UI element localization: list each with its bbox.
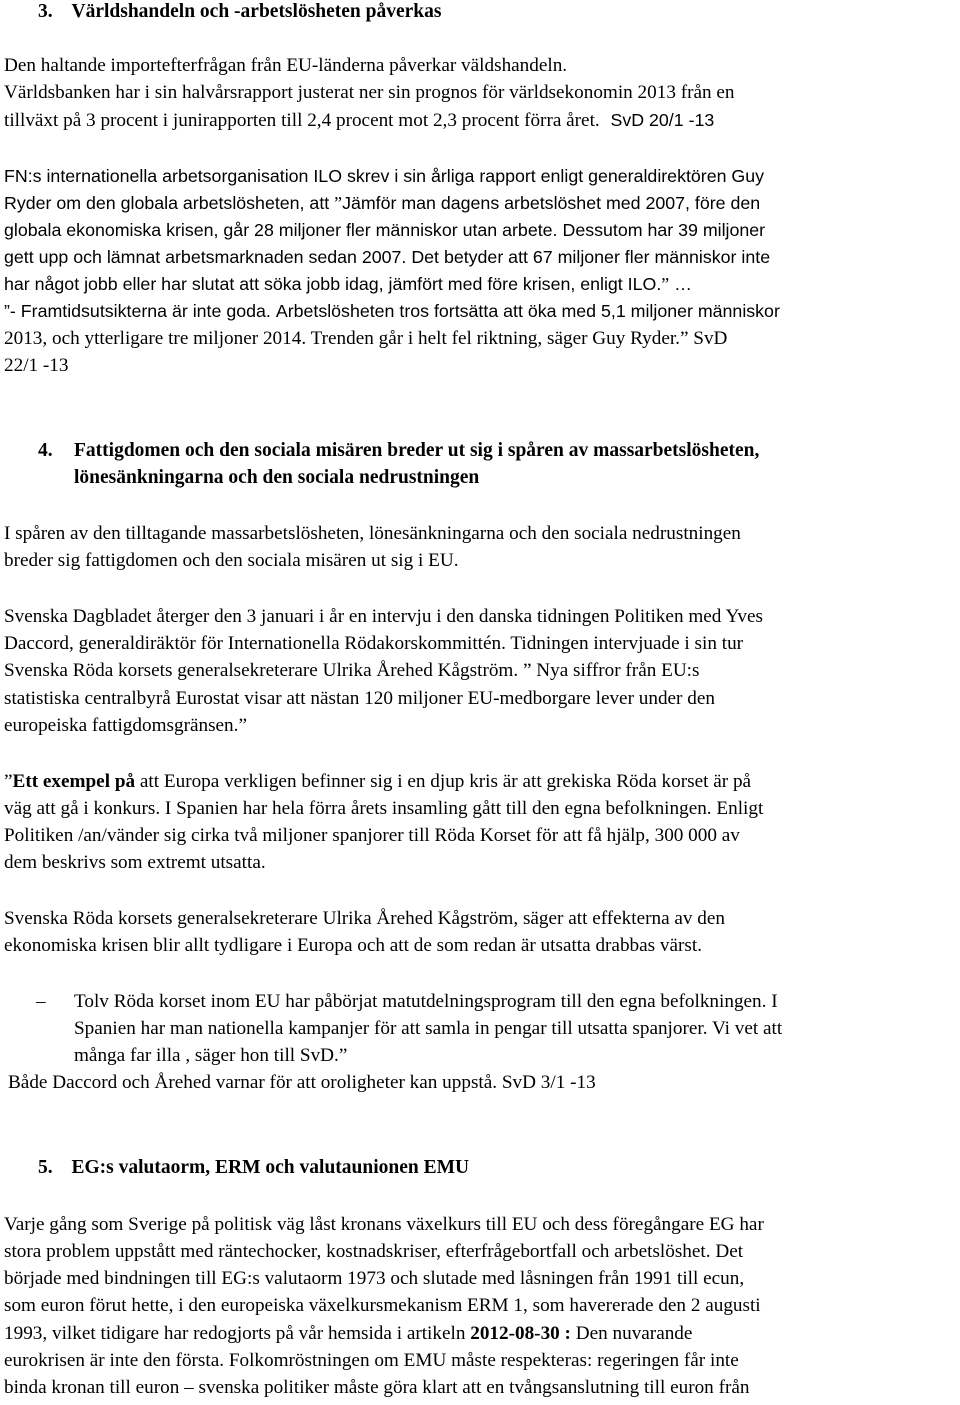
bullet-line: Spanien har man nationella kampanjer för att samla in pengar till utsatta spanjorer. Vi vet att	[74, 1018, 783, 1039]
paragraph-line: Svenska Dagbladet återger den 3 januari i år en intervju i den danska tidningen Politiken med Yves	[4, 606, 763, 627]
paragraph-line: Världsbanken har i sin halvårsrapport justerat ner sin prognos för världsekonomin 2013 från en	[4, 82, 735, 103]
section-3-number: 3.	[38, 1, 53, 22]
bullet-line: många far illa , säger hon till SvD.”	[74, 1045, 348, 1066]
article-date: 2012-08-30 :	[470, 1323, 571, 1344]
paragraph-line: FN:s internationella arbetsorganisation ILO skrev i sin årliga rapport enligt generaldirektören Guy	[4, 166, 765, 186]
paragraph-text: gett upp och lämnat arbetsmarknaden sedan 2007.	[4, 247, 407, 267]
paragraph-line: Svenska Röda korsets generalsekreterare Ulrika Årehed Kågström, säger att effekterna av den	[4, 908, 726, 929]
paragraph-line: Den haltande importefterfrågan från EU-länderna påverkar väldshandeln.	[4, 55, 568, 76]
paragraph-line: ekonomiska krisen blir allt tydligare i Europa och att de som redan är utsatta drabbas värst.	[4, 935, 703, 956]
section-3-title: Världshandeln och -arbetslösheten påverkas	[71, 1, 442, 22]
section-3-heading	[38, 0, 442, 25]
paragraph-text: tillväxt på 3 procent i junirapporten till 2,4 procent mot 2,3 procent förra året.	[4, 110, 600, 131]
paragraph-line: Ryder om den globala arbetslösheten, att ”Jämför man dagens arbetslöshet med 2007, före den	[4, 193, 761, 213]
paragraph-line	[4, 244, 770, 271]
paragraph-line: väg att gå i konkurs. I Spanien har hela förra årets insamling gått till den egna befolkningen. Enligt	[4, 798, 764, 819]
paragraph-text: Ryder om den globala arbetslösheten, att	[4, 193, 335, 213]
quote-mark: ”	[4, 771, 13, 792]
paragraph-text: Det betyder att 67 miljoner fler människor inte	[411, 247, 771, 267]
section-5-title: EG:s valutaorm, ERM och valutaunionen EMU	[71, 1157, 470, 1178]
paragraph-line	[4, 298, 780, 325]
paragraph-line	[4, 107, 714, 134]
emphasis-text: Ett exempel på	[12, 771, 136, 792]
paragraph-line: Daccord, generaldiräktör för Internationella Rödakorskommittén. Tidningen intervjuade i sin tur	[4, 633, 744, 654]
paragraph-line: Politiken /an/vänder sig cirka två miljoner spanjorer till Röda Korset för att få hjälp, 300 000 av	[4, 825, 740, 846]
paragraph-line: breder sig fattigdomen och den sociala misären ut sig i EU.	[4, 550, 459, 571]
paragraph-line: globala ekonomiska krisen, går 28 miljoner fler människor utan arbete.	[4, 220, 558, 240]
paragraph-line-extra	[4, 217, 765, 244]
quote-text: Jämför man dagens arbetslöshet med 2007, före den	[342, 193, 761, 213]
source-citation: SvD 20/1 -13	[610, 110, 715, 130]
paragraph-line: har något jobb eller har slutat att söka jobb idag, jämfört med före krisen, enligt ILO.” …	[4, 274, 692, 294]
paragraph-line: som euron förut hette, i den europeiska växelkursmekanism ERM 1, som havererade den 2 augusti	[4, 1295, 761, 1316]
paragraph-line	[4, 768, 751, 795]
paragraph-line: Svenska Röda korsets generalsekreterare Ulrika Årehed Kågström. ” Nya siffror från EU:s	[4, 660, 700, 681]
section-4-number: 4.	[38, 440, 53, 461]
section-5-number: 5.	[38, 1157, 53, 1178]
paragraph-line: binda kronan till euron – svenska politiker måste göra klart att en tvångsanslutning till euron från	[4, 1377, 750, 1398]
section-4-title-line: Fattigdomen och den sociala misären breder ut sig i spåren av massarbetslösheten,	[74, 440, 760, 461]
paragraph-line: 2013, och ytterligare tre miljoner 2014. Trenden går i helt fel riktning, säger Guy Ryder.” SvD	[4, 328, 728, 349]
paragraph-line: började med bindningen till EG:s valutaorm 1973 och slutade med låsningen från 1991 till ecun,	[4, 1268, 745, 1289]
paragraph-line: eurokrisen är inte den första. Folkomröstningen om EMU måste respekteras: regeringen får inte	[4, 1350, 739, 1371]
paragraph-line: dem beskrivs som extremt utsatta.	[4, 852, 266, 873]
paragraph-line: statistiska centralbyrå Eurostat visar att nästan 120 miljoner EU-medborgare lever under den	[4, 688, 715, 709]
section-4-title-line: lönesänkningarna och den sociala nedrustningen	[74, 467, 480, 488]
paragraph-line: Varje gång som Sverige på politisk väg låst kronans växelkurs till EU och dess föregångare EG har	[4, 1214, 764, 1235]
paragraph-text: att Europa verkligen befinner sig i en djup kris är att grekiska Röda korset är på	[135, 771, 752, 792]
paragraph-line	[4, 1320, 692, 1347]
paragraph-text: Den nuvarande	[570, 1323, 693, 1344]
bullet-line: Tolv Röda korset inom EU har påbörjat matutdelningsprogram till den egna befolkningen. I	[74, 991, 778, 1012]
paragraph-line: I spåren av den tilltagande massarbetslösheten, lönesänkningarna och den sociala nedrustningen	[4, 523, 741, 544]
paragraph-line: 22/1 -13	[4, 355, 69, 376]
bullet-dash: –	[36, 991, 46, 1012]
paragraph-text: har något jobb eller har slutat att söka jobb idag, jämfört med före krisen, enligt ILO.	[4, 274, 662, 294]
ellipsis: …	[669, 274, 692, 294]
closing-line: Både Daccord och Årehed varnar för att oroligheter kan uppstå. SvD 3/1 -13	[8, 1072, 596, 1093]
paragraph-text: Arbetslösheten tros fortsätta att öka med 5,1 miljoner människor	[275, 301, 780, 321]
section-5-heading	[38, 1154, 469, 1181]
paragraph-line: europeiska fattigdomsgränsen.”	[4, 715, 247, 736]
paragraph-line: stora problem uppstått med räntechocker, kostnadskriser, efterfrågebortfall och arbetslöshet. Det	[4, 1241, 744, 1262]
paragraph-text: ”- Framtidsutsikterna är inte goda.	[4, 301, 271, 321]
paragraph-text: 1993, vilket tidigare har redogjorts på vår hemsida i artikeln	[4, 1323, 471, 1344]
paragraph-text: Dessutom har 39 miljoner	[562, 220, 766, 240]
